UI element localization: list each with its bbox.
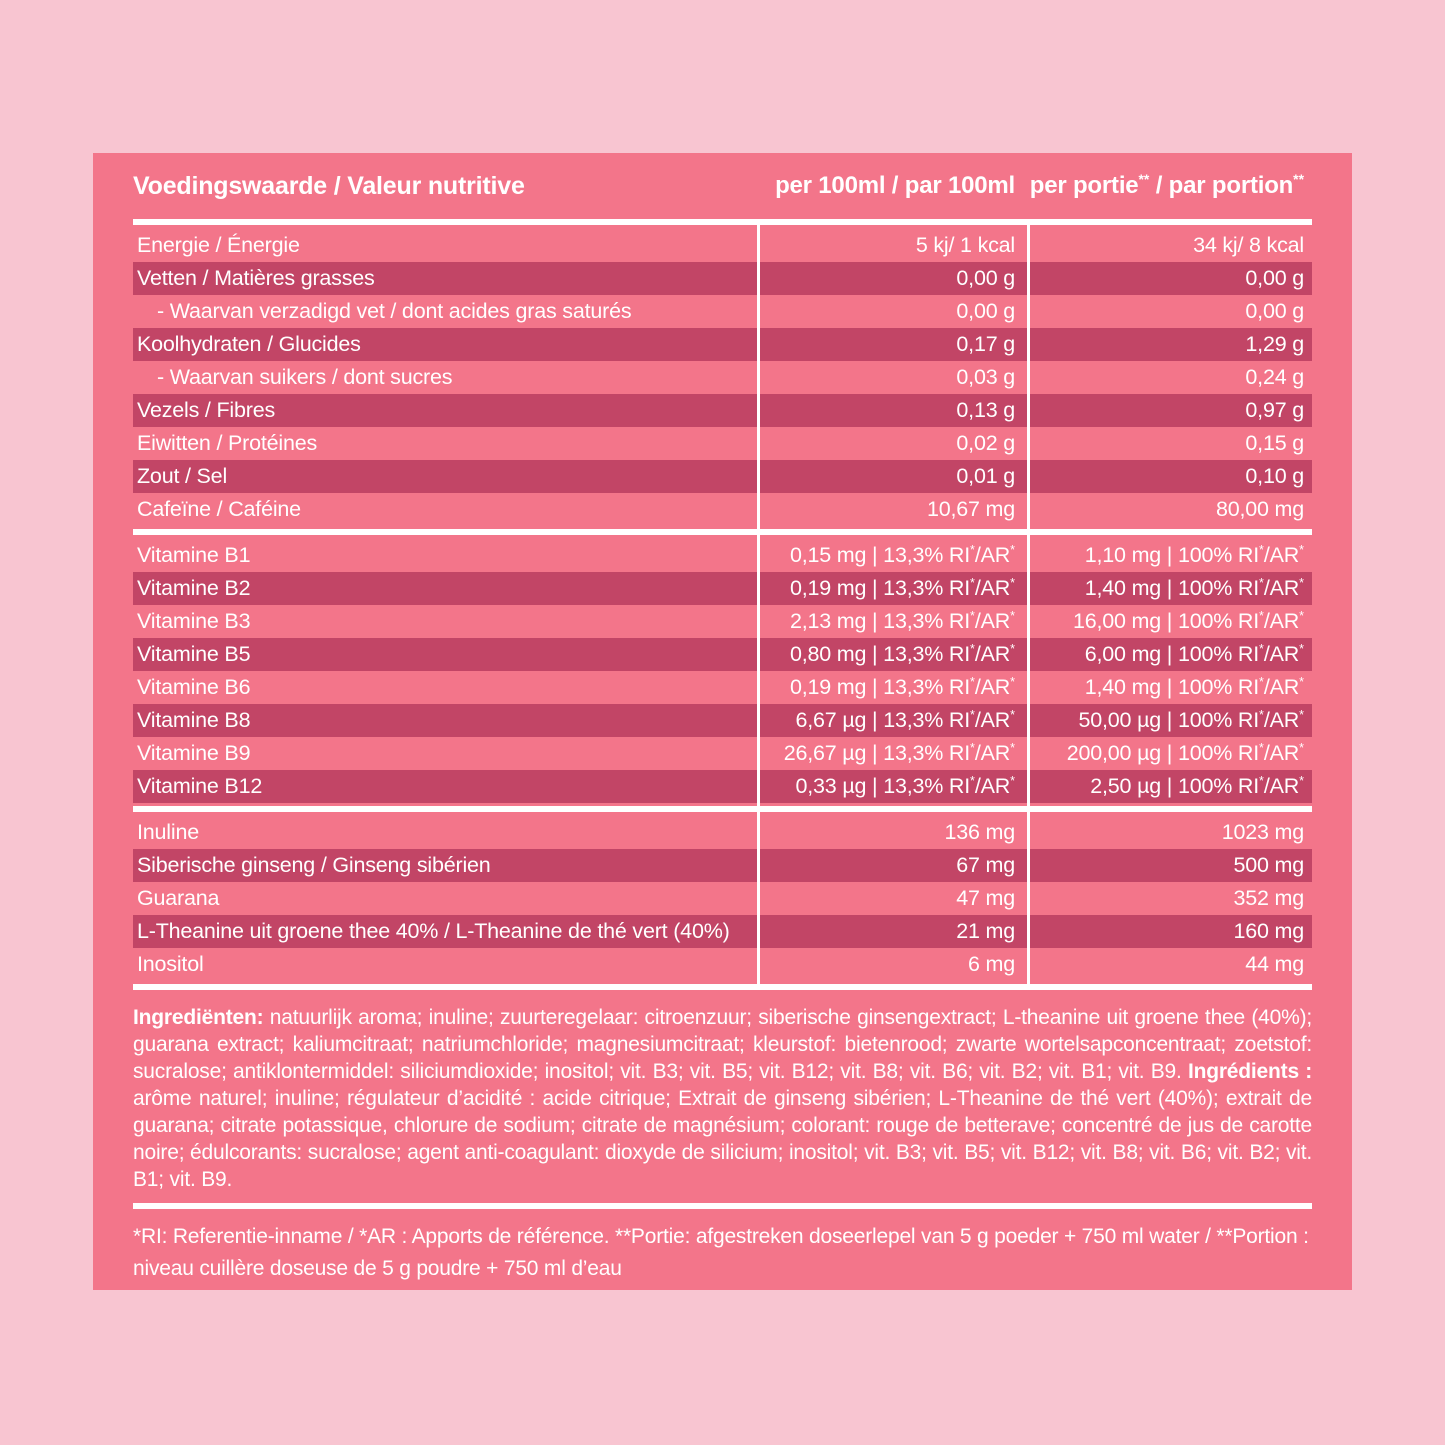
value-per-portion: 16,00 mg | 100% RI*/AR* [1072, 608, 1304, 633]
value-per-portion: 0,97 g [1245, 398, 1304, 422]
table-row [133, 849, 1312, 882]
value-per-portion: 2,50 µg | 100% RI*/AR* [1090, 773, 1304, 798]
table-row [133, 295, 1312, 328]
table-row [133, 262, 1312, 295]
table-row [133, 704, 1312, 737]
ingredients-paragraph [133, 1004, 1312, 1193]
value-per-portion: 50,00 µg | 100% RI*/AR* [1078, 707, 1304, 732]
column-separator [1027, 225, 1030, 990]
table-header [133, 153, 1312, 219]
value-per-portion: 1,40 mg | 100% RI*/AR* [1084, 674, 1304, 699]
table-row [133, 394, 1312, 427]
value-per-100ml: 0,19 mg | 13,3% RI*/AR* [789, 674, 1015, 699]
value-per-portion: 0,24 g [1245, 365, 1304, 389]
table-row [133, 427, 1312, 460]
section-vitamins [133, 535, 1312, 806]
row-label: Vitamine B1 [137, 543, 251, 567]
value-per-portion: 0,15 g [1245, 431, 1304, 455]
footnote: *RI: Referentie-inname / *AR : Apports de référence. **Portie: afgestreken doseerlepel van 5 g poeder + 750 ml water / **Portion : niveau cuillère doseuse de 5 g poudre + 750 ml d’eau [133, 1225, 1309, 1280]
value-per-portion: 0,10 g [1245, 464, 1304, 488]
row-label: - Waarvan verzadigd vet / dont acides gras saturés [157, 299, 632, 323]
table-row [133, 361, 1312, 394]
row-label: L-Theanine uit groene thee 40% / L-Theanine de thé vert (40%) [137, 919, 730, 943]
row-label: Zout / Sel [137, 464, 228, 488]
table-row [133, 493, 1312, 526]
row-label: Eiwitten / Protéines [137, 431, 318, 455]
table-row [133, 328, 1312, 361]
value-per-100ml: 6,67 µg | 13,3% RI*/AR* [795, 707, 1015, 732]
table-row [133, 671, 1312, 704]
value-per-portion: 1,29 g [1245, 332, 1304, 356]
value-per-100ml: 0,33 µg | 13,3% RI*/AR* [795, 773, 1015, 798]
page-title: Voedingswaarde / Valeur nutritive [133, 171, 525, 200]
value-per-portion: 160 mg [1233, 919, 1304, 943]
footnote-divider [133, 1203, 1312, 1209]
row-label: Vetten / Matières grasses [137, 266, 375, 290]
row-label: Vitamine B6 [137, 675, 251, 699]
ingredients-label-fr: Ingrédients : [1187, 1060, 1312, 1083]
table-row [133, 460, 1312, 493]
row-label: Vitamine B5 [137, 642, 251, 666]
value-per-100ml: 67 mg [956, 853, 1015, 877]
row-label: Koolhydraten / Glucides [137, 332, 361, 356]
value-per-100ml: 0,15 mg | 13,3% RI*/AR* [789, 542, 1015, 567]
table-row [133, 638, 1312, 671]
value-per-100ml: 10,67 mg [926, 497, 1015, 521]
ingredients-label-nl: Ingrediënten: [133, 1006, 264, 1029]
row-label: Siberische ginseng / Ginseng sibérien [137, 853, 491, 877]
table-row [133, 229, 1312, 262]
table-row [133, 915, 1312, 948]
table-row [133, 605, 1312, 638]
value-per-portion: 80,00 mg [1215, 497, 1304, 521]
value-per-100ml: 47 mg [956, 886, 1015, 910]
row-label: Inuline [137, 820, 199, 844]
column-header-per-portion: per portie** / par portion** [1029, 171, 1304, 199]
value-per-portion: 34 kj/ 8 kcal [1193, 233, 1304, 257]
value-per-portion: 0,00 g [1245, 299, 1304, 323]
value-per-portion: 6,00 mg | 100% RI*/AR* [1084, 641, 1304, 666]
value-per-portion: 1,10 mg | 100% RI*/AR* [1084, 542, 1304, 567]
row-label: Vitamine B12 [137, 774, 263, 798]
column-separator [757, 225, 760, 990]
table-row [133, 816, 1312, 849]
value-per-100ml: 5 kj/ 1 kcal [915, 233, 1015, 257]
value-per-100ml: 136 mg [944, 820, 1015, 844]
value-per-portion: 200,00 µg | 100% RI*/AR* [1066, 740, 1304, 765]
row-label: Vitamine B9 [137, 741, 251, 765]
ingredients-text-fr: arôme naturel; inuline; régulateur d’acidité : acide citrique; Extrait de ginseng sibérien; L-Theanine de thé vert (40%); extrait de guarana; citrate potassique, chlorure de sodium; citrate de magnésium; colorant: rouge de betterave; concentré de jus de carotte noire; édulcorants: sucralose; agent anti-coagulant: dioxyde de silicium; inositol; vit. B3; vit. B5; vit. B12; vit. B8; vit. B6; vit. B2; vit. B1; vit. B9. [133, 1087, 1312, 1191]
value-per-100ml: 0,00 g [956, 299, 1015, 323]
section-divider [133, 984, 1312, 990]
value-per-100ml: 0,13 g [956, 398, 1015, 422]
value-per-100ml: 0,00 g [956, 266, 1015, 290]
value-per-100ml: 26,67 µg | 13,3% RI*/AR* [783, 740, 1015, 765]
value-per-100ml: 0,19 mg | 13,3% RI*/AR* [789, 575, 1015, 600]
value-per-portion: 1,40 mg | 100% RI*/AR* [1084, 575, 1304, 600]
section-actives [133, 812, 1312, 984]
row-label: Vitamine B3 [137, 609, 251, 633]
table-row [133, 882, 1312, 915]
row-label: - Waarvan suikers / dont sucres [157, 365, 453, 389]
value-per-portion: 1023 mg [1221, 820, 1304, 844]
table-row [133, 948, 1312, 981]
value-per-portion: 500 mg [1233, 853, 1304, 877]
row-label: Inositol [137, 952, 204, 976]
value-per-100ml: 0,80 mg | 13,3% RI*/AR* [789, 641, 1015, 666]
value-per-portion: 44 mg [1245, 952, 1304, 976]
row-label: Guarana [137, 886, 220, 910]
value-per-100ml: 0,03 g [956, 365, 1015, 389]
table-row [133, 539, 1312, 572]
nutrition-label-panel [93, 153, 1352, 1290]
row-label: Vitamine B2 [137, 576, 251, 600]
row-label: Energie / Énergie [137, 233, 300, 257]
table-row [133, 770, 1312, 803]
value-per-100ml: 6 mg [968, 952, 1015, 976]
column-header-per-100ml: per 100ml / par 100ml [775, 172, 1015, 199]
value-per-100ml: 0,02 g [956, 431, 1015, 455]
value-per-portion: 0,00 g [1245, 266, 1304, 290]
ingredients-text-nl: natuurlijk aroma; inuline; zuurteregelaar: citroenzuur; siberische ginsengextract; L-theanine uit groene thee (40%); guarana extract; kaliumcitraat; natriumchloride; magnesiumcitraat; kleurstof: bietenrood; zwarte wortelsapconcentraat; zoetstof: sucralose; antiklontermiddel: siliciumdioxide; inositol; vit. B3; vit. B5; vit. B12; vit. B8; vit. B6; vit. B2; vit. B1; vit. B9. [133, 1006, 1313, 1083]
row-label: Vezels / Fibres [137, 398, 275, 422]
row-label: Vitamine B8 [137, 708, 251, 732]
table-row [133, 572, 1312, 605]
row-label: Cafeïne / Caféine [137, 497, 301, 521]
value-per-100ml: 21 mg [956, 919, 1015, 943]
value-per-100ml: 0,17 g [956, 332, 1015, 356]
table-row [133, 737, 1312, 770]
value-per-portion: 352 mg [1233, 886, 1304, 910]
value-per-100ml: 2,13 mg | 13,3% RI*/AR* [789, 608, 1015, 633]
value-per-100ml: 0,01 g [956, 464, 1015, 488]
section-nutrients [133, 225, 1312, 529]
